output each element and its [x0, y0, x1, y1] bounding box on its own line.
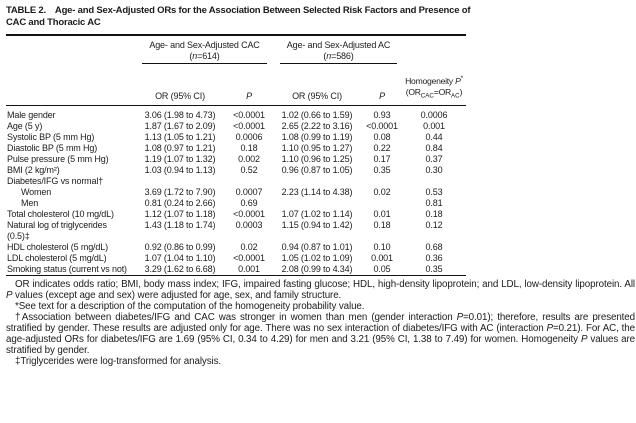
table-row — [6, 165, 466, 176]
row-label: Male gender — [7, 109, 56, 120]
spanner-header-row — [6, 35, 466, 64]
table-number: TABLE 2. — [6, 5, 46, 16]
p-value-cell: 0.93 — [373, 109, 391, 120]
spanner-cac — [134, 35, 272, 64]
or-ci-cell: 1.08 (0.97 to 1.21) — [144, 142, 216, 153]
homogeneity-cell: 0.0006 — [420, 109, 448, 120]
homogeneity-cell: 0.44 — [425, 131, 443, 142]
p-value-cell: 0.002 — [238, 153, 260, 164]
footnote-dagger: †Association between diabetes/IFG and CAC was stronger in women than men (gender interaction P=0.01); therefore, results are presented stratified by gender. These results are adjusted only for age. There was no sex interaction of diabetes/IFG with AC (interaction P=0.21). For AC, the age-adjusted ORs for diabetes/IFG are 1.69 (95% CI, 0.34 to 4.29) for men and 3.21 (95% CI, 1.38 to 7.49) for women. Homogeneity P values are stratified by gender. — [6, 311, 636, 356]
p-value-cell: 0.52 — [240, 164, 258, 175]
or-ci-cell: 2.65 (2.22 to 3.16) — [281, 120, 353, 131]
or-ci-cell: 1.15 (0.94 to 1.42) — [281, 219, 353, 230]
homogeneity-cell: 0.35 — [425, 263, 443, 274]
table-row — [6, 220, 466, 242]
table-title — [6, 5, 486, 29]
p-value-cell: <0.0001 — [233, 208, 265, 219]
table-row — [6, 198, 466, 209]
table-row — [6, 105, 466, 121]
p-value-cell: 0.0007 — [235, 186, 263, 197]
p-value-cell: 0.10 — [373, 241, 391, 252]
homogeneity-header-line2: $(OR_{CAC}=OR_{AC})$ — [405, 86, 463, 100]
p-value-cell: 0.001 — [238, 263, 260, 274]
column-header-p-cac: P — [226, 64, 272, 105]
footnotes — [6, 279, 635, 367]
homogeneity-cell: 0.37 — [425, 153, 443, 164]
p-value-cell: 0.02 — [373, 186, 391, 197]
p-value-cell: 0.69 — [240, 197, 258, 208]
footnote-asterisk: *See text for a description of the computation of the homogeneity probability value. — [15, 300, 365, 312]
table-row — [6, 242, 466, 253]
table-row — [6, 253, 466, 264]
spanner-ac — [272, 35, 402, 64]
or-ci-cell: 1.10 (0.96 to 1.25) — [281, 153, 353, 164]
or-ci-cell: 1.43 (1.18 to 1.74) — [144, 219, 216, 230]
column-header-or-ci-cac: OR (95% CI) — [134, 64, 226, 105]
homogeneity-cell: 0.30 — [425, 164, 443, 175]
row-label: Total cholesterol (10 mg/dL) — [7, 208, 114, 219]
or-ci-cell: 1.12 (1.07 to 1.18) — [144, 208, 216, 219]
or-ci-cell: 1.10 (0.95 to 1.27) — [281, 142, 353, 153]
or-ci-cell: 1.07 (1.02 to 1.14) — [281, 208, 353, 219]
or-ci-cell: 3.06 (1.98 to 4.73) — [144, 109, 216, 120]
row-label: Pulse pressure (5 mm Hg) — [7, 153, 109, 164]
or-ci-cell: 3.69 (1.72 to 7.90) — [144, 186, 216, 197]
data-table — [6, 34, 466, 276]
or-ci-cell: 2.08 (0.99 to 4.34) — [281, 263, 353, 274]
or-ci-cell: 1.02 (0.66 to 1.59) — [281, 109, 353, 120]
or-ci-cell: 1.03 (0.94 to 1.13) — [144, 164, 216, 175]
row-label: Systolic BP (5 mm Hg) — [7, 131, 95, 142]
p-value-cell: 0.35 — [373, 164, 391, 175]
p-value-cell: 0.02 — [240, 241, 258, 252]
row-label: Age (5 y) — [7, 120, 43, 131]
homogeneity-cell: 0.18 — [425, 208, 443, 219]
p-value-cell: 0.0006 — [235, 131, 263, 142]
p-value-cell: 0.18 — [240, 142, 258, 153]
homogeneity-header-line1: Homogeneity P* — [405, 75, 463, 86]
or-ci-cell: 0.81 (0.24 to 2.66) — [144, 197, 216, 208]
row-label: HDL cholesterol (5 mg/dL) — [7, 241, 108, 252]
homogeneity-cell: 0.68 — [425, 241, 443, 252]
row-label: Diastolic BP (5 mm Hg) — [7, 142, 98, 153]
row-label: Women — [21, 186, 52, 197]
homogeneity-cell: 0.001 — [423, 120, 445, 131]
homogeneity-cell: 0.12 — [425, 219, 443, 230]
spanner-cac-title: Age- and Sex-Adjusted CAC — [149, 40, 260, 50]
p-value-cell: 0.001 — [371, 252, 393, 263]
or-ci-cell: 1.07 (1.04 to 1.10) — [144, 252, 216, 263]
homogeneity-cell: 0.81 — [425, 197, 443, 208]
table-row — [6, 154, 466, 165]
or-ci-cell: 1.19 (1.07 to 1.32) — [144, 153, 216, 164]
column-header-p-ac: P — [362, 64, 402, 105]
table-title-line2: CAC and Thoracic AC — [6, 17, 101, 28]
or-ci-cell: 2.23 (1.14 to 4.38) — [281, 186, 353, 197]
row-label: Natural log of triglycerides (0.5)‡ — [7, 219, 107, 241]
row-label: Smoking status (current vs not) — [7, 263, 127, 274]
p-value-cell: 0.08 — [373, 131, 391, 142]
spanner-ac-title: Age- and Sex-Adjusted AC — [286, 40, 391, 50]
or-ci-cell — [272, 198, 362, 209]
table-row — [6, 209, 466, 220]
homogeneity-cell: 0.36 — [425, 252, 443, 263]
column-header-or-ci-ac: OR (95% CI) — [272, 64, 362, 105]
homogeneity-cell: 0.84 — [425, 142, 443, 153]
footnote-double-dagger: ‡Triglycerides were log-transformed for analysis. — [15, 355, 221, 367]
p-value-cell: 0.17 — [373, 153, 391, 164]
or-ci-cell: 0.94 (0.87 to 1.01) — [281, 241, 353, 252]
row-label: Men — [21, 197, 39, 208]
or-ci-cell: 3.29 (1.62 to 6.68) — [144, 263, 216, 274]
spanner-spacer — [402, 35, 466, 64]
p-value-cell: <0.0001 — [233, 252, 265, 263]
group-row-label: Diabetes/IFG vs normal† — [7, 175, 104, 186]
table-title-text: Age- and Sex-Adjusted ORs for the Association Between Selected Risk Factors and Presence of — [54, 5, 471, 16]
homogeneity-cell: 0.53 — [425, 186, 443, 197]
or-ci-cell: 0.92 (0.86 to 0.99) — [144, 241, 216, 252]
spanner-spacer — [6, 35, 134, 64]
spanner-ac-n: (n=586) — [323, 51, 354, 61]
footnote-abbreviations: OR indicates odds ratio; BMI, body mass index; IFG, impaired fasting glucose; HDL, high-density lipoprotein; and LDL, low-density lipoprotein. All P values (except age and sex) were adjusted for age, sex, and family structure. — [6, 278, 635, 301]
p-value-cell: 0.05 — [373, 263, 391, 274]
or-ci-cell: 1.87 (1.67 to 2.09) — [144, 120, 216, 131]
p-value-cell: 0.0003 — [235, 219, 263, 230]
table-group-row — [6, 176, 466, 187]
table-row — [6, 132, 466, 143]
table-row — [6, 143, 466, 154]
column-header-homogeneity — [402, 64, 466, 105]
row-label: LDL cholesterol (5 mg/dL) — [7, 252, 107, 263]
table-row — [6, 187, 466, 198]
p-value-cell: 0.22 — [373, 142, 391, 153]
row-label-header — [6, 64, 134, 105]
spanner-cac-n: (n=614) — [189, 51, 220, 61]
p-value-cell: 0.18 — [373, 219, 391, 230]
p-value-cell — [362, 198, 402, 209]
table-row — [6, 121, 466, 132]
p-value-cell: <0.0001 — [233, 109, 265, 120]
p-value-cell: <0.0001 — [366, 120, 398, 131]
column-header-row — [6, 64, 466, 105]
row-label: BMI (2 kg/m²) — [7, 164, 60, 175]
p-value-cell: <0.0001 — [233, 120, 265, 131]
or-ci-cell: 1.05 (1.02 to 1.09) — [281, 252, 353, 263]
table-row — [6, 264, 466, 276]
table-title-line1 — [6, 5, 486, 17]
or-ci-cell: 1.08 (0.99 to 1.19) — [281, 131, 353, 142]
p-value-cell: 0.01 — [373, 208, 391, 219]
or-ci-cell: 1.13 (1.05 to 1.21) — [144, 131, 216, 142]
or-ci-cell: 0.96 (0.87 to 1.05) — [281, 164, 353, 175]
